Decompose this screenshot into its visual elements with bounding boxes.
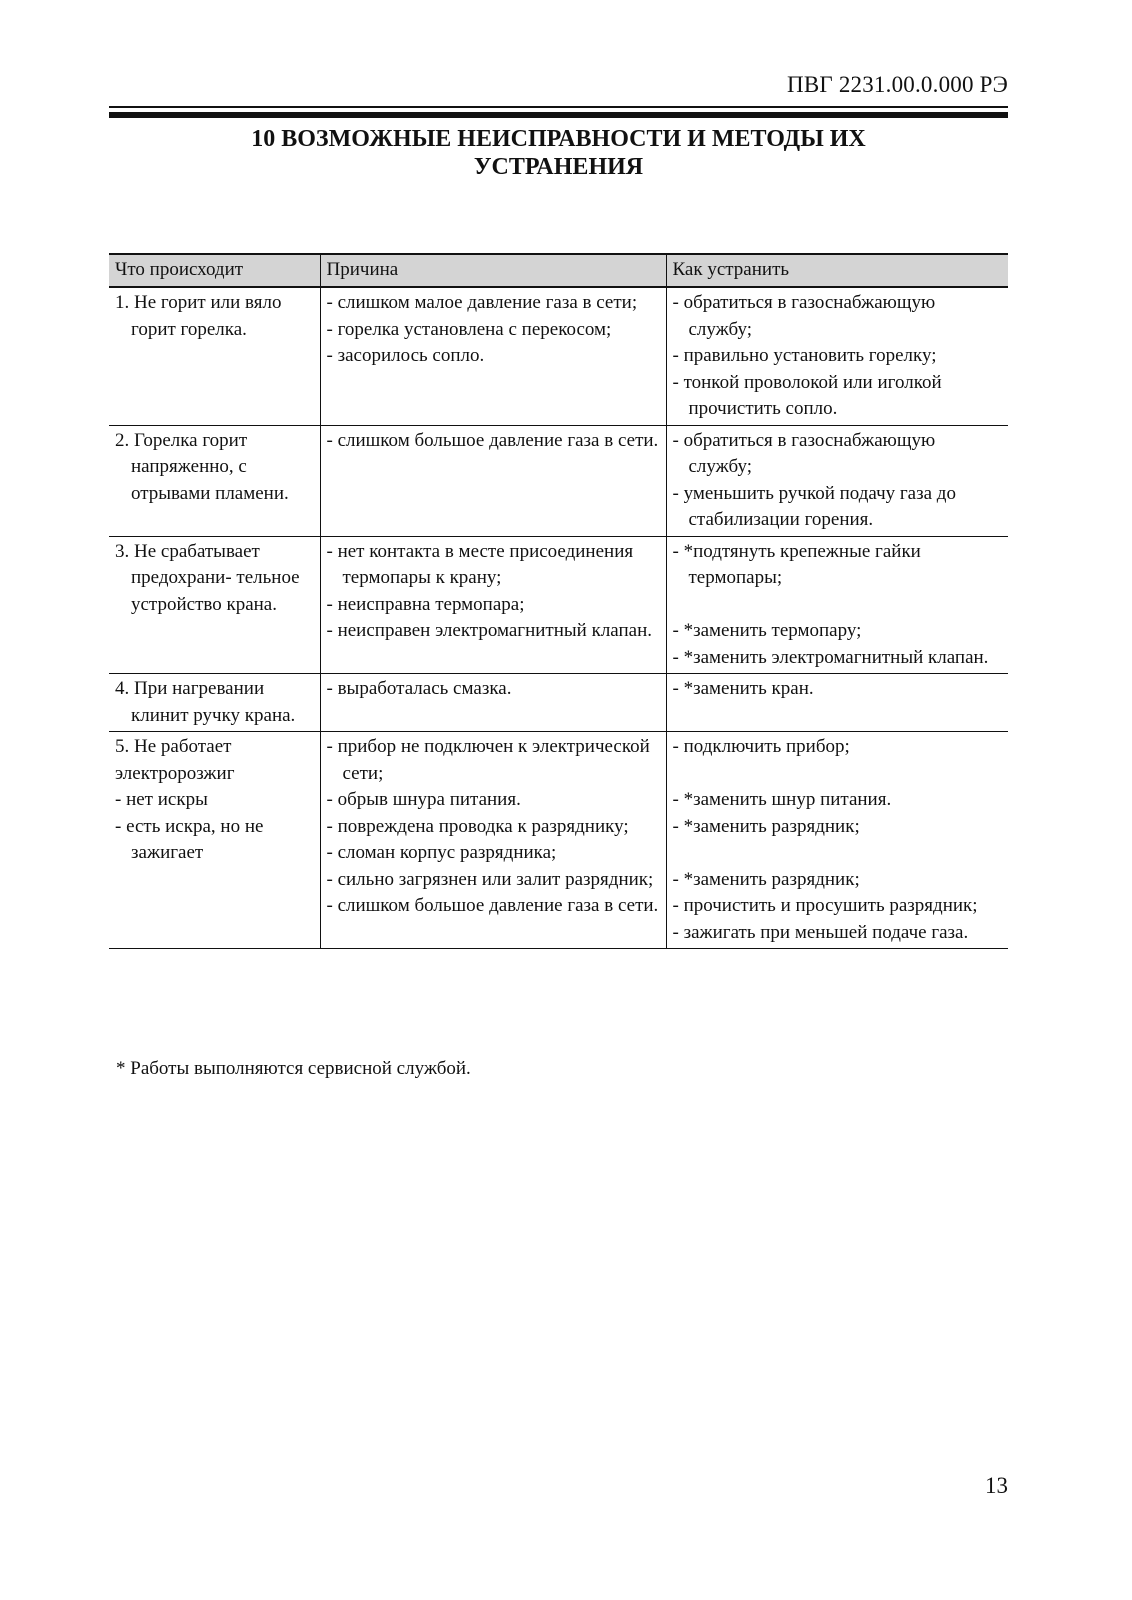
cell-line: - слишком малое давление газа в сети; — [326, 292, 638, 313]
table-cell-fix — [666, 674, 1008, 732]
table-cell-cause — [320, 674, 666, 732]
cell-line: - обратиться в газоснабжающую службу; — [672, 429, 940, 477]
table-row — [109, 732, 1008, 949]
cell-line: - *заменить кран. — [672, 678, 814, 699]
table-cell-what — [109, 287, 320, 425]
cell-line: 2. Горелка горит напряженно, с отрывами пламени. — [115, 429, 289, 504]
header-what: Что происходит — [109, 254, 320, 287]
cell-line: - нет контакта в месте присоединения термопары к крану; — [326, 540, 638, 588]
cell-line: 1. Не горит или вяло горит горелка. — [115, 292, 287, 340]
cell-line: - *заменить шнур питания. — [672, 789, 892, 810]
cell-line: - подключить прибор; — [672, 736, 850, 757]
header-cause: Причина — [320, 254, 666, 287]
table-row — [109, 425, 1008, 536]
cell-line: - прибор не подключен к электрической сети; — [326, 736, 655, 784]
cell-line: - горелка установлена с перекосом; — [326, 318, 612, 340]
table-cell-cause — [320, 732, 666, 949]
cell-line: - нет искры — [115, 789, 208, 810]
table-cell-fix — [666, 425, 1008, 536]
cell-line: электророзжиг — [115, 762, 235, 784]
cell-line: 4. При нагревании клинит ручку крана. — [115, 678, 296, 726]
table-cell-what — [109, 425, 320, 536]
header-rule-thick — [109, 112, 1008, 118]
section-title — [109, 125, 1008, 181]
cell-line: - повреждена проводка к разряднику; — [326, 815, 629, 837]
troubleshooting-table-wrapper — [109, 253, 1008, 949]
cell-line: 5. Не работает — [115, 736, 232, 757]
table-cell-what — [109, 674, 320, 732]
cell-line: - *заменить термопару; — [672, 620, 862, 641]
header-rule-thin — [109, 106, 1008, 108]
table-cell-what — [109, 732, 320, 949]
cell-line: - неисправен электромагнитный клапан. — [326, 620, 652, 641]
cell-line — [673, 592, 1003, 619]
table-cell-fix — [666, 732, 1008, 949]
cell-line: - обратиться в газоснабжающую службу; — [672, 292, 940, 340]
table-header-row — [109, 254, 1008, 287]
cell-line: - выработалась смазка. — [326, 678, 512, 699]
cell-line: - *подтянуть крепежные гайки термопары; — [672, 540, 926, 588]
cell-line: - обрыв шнура питания. — [326, 789, 521, 810]
table-row — [109, 674, 1008, 732]
section-title-line2: УСТРАНЕНИЯ — [473, 154, 644, 180]
table-cell-cause — [320, 425, 666, 536]
cell-line: - *заменить электромагнитный клапан. — [672, 646, 989, 668]
table-cell-cause — [320, 287, 666, 425]
cell-line: - *заменить разрядник; — [672, 868, 860, 890]
document-code: ПВГ 2231.00.0.000 РЭ — [787, 72, 1008, 97]
table-cell-what — [109, 536, 320, 674]
table-row — [109, 536, 1008, 674]
cell-line: 3. Не срабатывает предохрани- тельное устройство крана. — [115, 540, 305, 615]
cell-line: - *заменить разрядник; — [672, 815, 860, 837]
cell-line: - засорилось сопло. — [326, 345, 485, 366]
table-row — [109, 287, 1008, 425]
cell-line: - слишком большое давление газа в сети. — [326, 895, 659, 916]
table-cell-fix — [666, 287, 1008, 425]
table-body — [109, 287, 1008, 949]
cell-line: - зажигать при меньшей подаче газа. — [672, 921, 969, 943]
section-title-line1: 10 ВОЗМОЖНЫЕ НЕИСПРАВНОСТИ И МЕТОДЫ ИХ — [251, 126, 866, 152]
cell-line: - сильно загрязнен или залит разрядник; — [326, 868, 654, 890]
cell-line: - прочистить и просушить разрядник; — [672, 895, 978, 916]
cell-line: - правильно установить горелку; — [672, 345, 937, 366]
troubleshooting-table — [109, 253, 1008, 949]
page-number: 13 — [985, 1473, 1008, 1498]
cell-line: - неисправна термопара; — [326, 593, 525, 615]
header-fix: Как устранить — [666, 254, 1008, 287]
cell-line — [673, 840, 1003, 867]
cell-line: - уменьшить ручкой подачу газа до стабилизации горения. — [672, 482, 961, 530]
table-cell-fix — [666, 536, 1008, 674]
cell-line: - сломан корпус разрядника; — [326, 842, 557, 863]
cell-line: - тонкой проволокой или иголкой прочистить сопло. — [672, 371, 947, 419]
cell-line: - слишком большое давление газа в сети. — [326, 429, 659, 451]
cell-line: - есть искра, но не зажигает — [115, 815, 269, 863]
cell-line — [673, 761, 1003, 788]
table-cell-cause — [320, 536, 666, 674]
footnote: * Работы выполняются сервисной службой. — [116, 1058, 471, 1079]
